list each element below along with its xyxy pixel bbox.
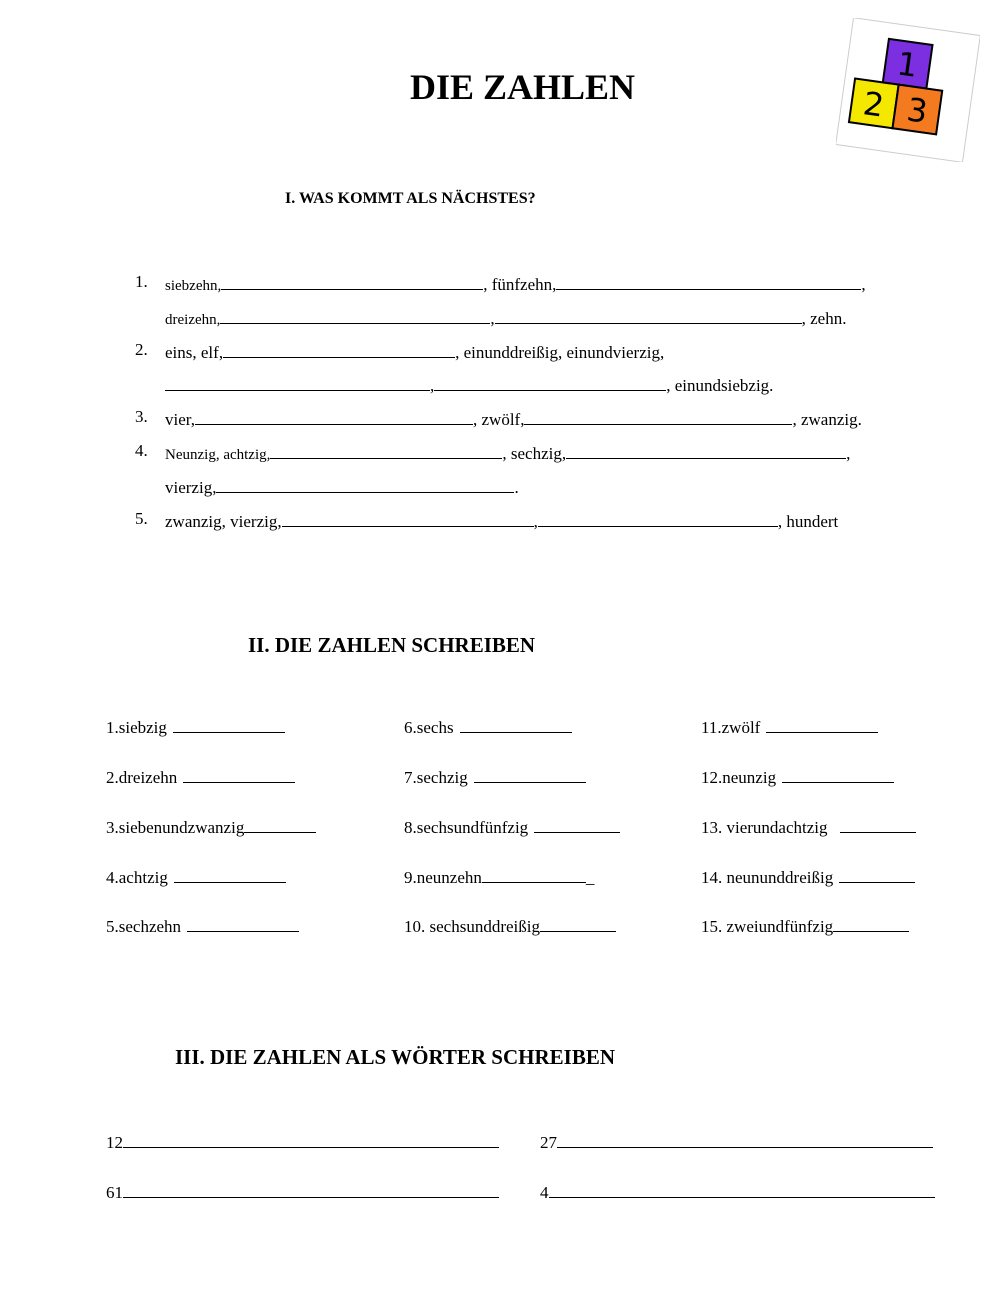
sequence-line [165,272,866,296]
item-number: 5. [135,509,148,528]
number-item: 12.neunzig [701,765,894,788]
word-line: 61 [106,1180,499,1203]
sequence-text: , [490,309,495,328]
sequence-line [165,340,664,364]
word-line: 4 [540,1180,935,1203]
answer-blank[interactable] [566,441,846,459]
answer-blank[interactable] [244,815,316,833]
sequence-text: , zwanzig. [792,410,862,429]
answer-blank[interactable] [766,715,878,733]
sequence-text: , einundsiebzig. [666,376,774,395]
section-3-heading: III. DIE ZAHLEN ALS WÖRTER SCHREIBEN [175,1045,616,1069]
answer-blank[interactable] [270,441,502,459]
sequence-line [165,407,862,431]
sequence-text: vierzig, [165,478,217,497]
sequence-text: , [861,275,866,294]
sequence-text: , zwölf, [473,410,525,429]
sequence-text: , zehn. [801,309,847,328]
item-number: 3. [135,407,148,426]
sequence-text: , fünfzehn, [483,275,557,294]
answer-blank[interactable] [195,407,473,425]
answer-blank[interactable] [173,715,285,733]
number-item: 1.siebzig [106,715,285,738]
sequence-text: eins, elf, [165,343,224,362]
number-blocks-logo [836,18,980,162]
sequence-text: , [430,376,435,395]
sequence-text: dreizehn, [165,312,221,328]
sequence-text: , hundert [777,512,839,531]
number-item: 5.sechzehn [106,914,299,937]
section-1-heading: I. WAS KOMMT ALS NÄCHSTES? [285,190,536,207]
number-item: 13. vierundachtzig [701,815,916,838]
sequence-text: , sechzig, [502,444,567,463]
answer-blank[interactable] [187,914,299,932]
sequence-text: , [846,444,851,463]
answer-blank[interactable] [840,815,916,833]
answer-blank[interactable] [220,306,490,324]
item-number: 2. [135,340,148,359]
sequence-line [165,509,838,533]
sequence-text: , einunddreißig, einundvierzig, [455,343,665,362]
sequence-line [165,475,519,499]
answer-blank[interactable] [534,815,620,833]
answer-blank[interactable] [183,765,295,783]
sequence-text: Neunzig, achtzig, [165,447,271,463]
number-item: 6.sechs [404,715,572,738]
sequence-text: . [514,478,519,497]
answer-blank[interactable] [540,914,616,932]
answer-blank[interactable] [123,1180,499,1198]
sequence-text: zwanzig, vierzig, [165,512,282,531]
number-item: 11.zwölf [701,715,878,738]
answer-blank[interactable] [123,1130,499,1148]
answer-blank[interactable] [216,475,514,493]
answer-blank[interactable] [839,865,915,883]
logo-digit-1: 1 [894,44,921,85]
answer-blank[interactable] [174,865,286,883]
item-number: 1. [135,272,148,291]
sequence-line [165,373,773,397]
answer-blank[interactable] [474,765,586,783]
answer-blank[interactable] [434,373,666,391]
answer-blank[interactable] [460,715,572,733]
logo-digit-2: 2 [860,84,887,125]
answer-blank[interactable] [556,272,861,290]
answer-blank[interactable] [557,1130,933,1148]
item-number: 4. [135,441,148,460]
logo-digit-3: 3 [904,90,930,131]
sequence-line [165,441,850,465]
answer-blank[interactable] [495,306,802,324]
answer-blank[interactable] [538,509,778,527]
number-item: 9.neunzehn _ [404,865,594,888]
answer-blank[interactable] [782,765,894,783]
sequence-text: , [533,512,538,531]
answer-blank[interactable] [549,1180,935,1198]
word-line: 27 [540,1130,933,1153]
number-item: 15. zweiundfünfzig [701,914,909,937]
number-item: 4.achtzig [106,865,286,888]
sequence-text: vier, [165,410,195,429]
answer-blank[interactable] [223,340,455,358]
sequence-text: siebzehn, [165,278,222,294]
page-title: DIE ZAHLEN [409,67,636,107]
answer-blank[interactable] [282,509,534,527]
answer-blank[interactable] [482,865,586,883]
number-item: 8.sechsundfünfzig [404,815,620,838]
section-2-heading: II. DIE ZAHLEN SCHREIBEN [248,633,536,657]
sequence-line [165,306,846,330]
answer-blank[interactable] [524,407,792,425]
number-item: 2.dreizehn [106,765,295,788]
word-line: 12 [106,1130,499,1153]
answer-blank[interactable] [833,914,909,932]
number-item: 3.siebenundzwanzig [106,815,316,838]
number-item: 10. sechsunddreißig [404,914,616,937]
number-item: 14. neununddreißig [701,865,915,888]
number-item: 7.sechzig [404,765,586,788]
answer-blank[interactable] [221,272,483,290]
answer-blank[interactable] [165,373,430,391]
